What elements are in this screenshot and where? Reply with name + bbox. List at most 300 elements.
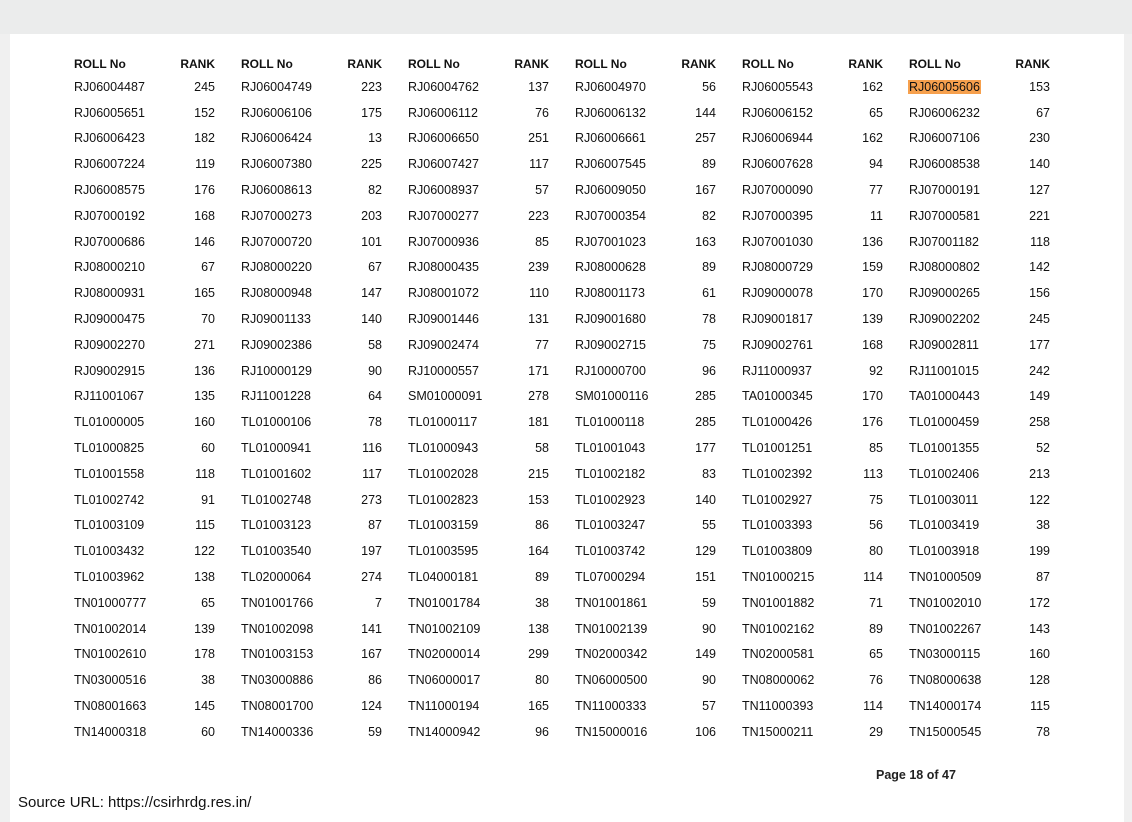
table-row [73,306,1050,332]
column-gap [215,409,240,435]
roll-number-cell [741,332,831,358]
table-row [73,384,1050,410]
rank-cell: 114 [863,570,883,585]
column-gap [382,461,407,487]
roll-number: TN01002610 [74,647,147,662]
roll-number: TL07000294 [575,570,646,585]
rank-cell: 118 [1030,234,1050,249]
roll-number-cell [741,564,831,590]
roll-number: RJ06006661 [575,131,646,146]
table-row [73,616,1050,642]
rank-cell: 118 [195,466,215,481]
roll-number-cell [73,151,163,177]
column-gap [549,693,574,719]
roll-number-cell [240,74,330,100]
roll-number-cell [741,693,831,719]
column-gap [716,693,741,719]
column-gap [382,54,407,74]
roll-number: TL01003159 [408,518,479,533]
rank-cell: 77 [869,183,883,198]
roll-number: RJ07000191 [909,183,980,198]
rank-cell: 221 [1029,208,1050,223]
rank-cell: 117 [529,157,549,172]
roll-number-cell [741,255,831,281]
column-gap [883,229,908,255]
rank-cell: 299 [528,647,549,662]
roll-number: TN01000509 [909,570,982,585]
roll-number-cell [741,74,831,100]
rank-cell: 119 [195,157,215,172]
column-gap [716,435,741,461]
rank-cell: 156 [1029,286,1050,301]
rank-cell: 153 [1029,79,1050,94]
roll-number-cell [73,332,163,358]
column-gap [549,667,574,693]
roll-number-cell [240,590,330,616]
column-gap [549,306,574,332]
roll-number: RJ06005651 [74,105,145,120]
roll-number: TL01001043 [575,441,646,456]
rank-cell: 242 [1029,363,1050,378]
rank-cell: 86 [535,518,549,533]
roll-number-cell [908,667,998,693]
column-gap [883,642,908,668]
rank-cell: 76 [535,105,549,120]
column-gap [382,255,407,281]
roll-number-cell [908,255,998,281]
roll-number-cell [407,151,497,177]
page-number: Page 18 of 47 [876,768,956,782]
column-gap [716,590,741,616]
roll-number-cell [240,151,330,177]
rank-cell: 213 [1029,466,1050,481]
roll-number: TN01002139 [575,621,648,636]
roll-number: TL01003247 [575,518,646,533]
column-gap [883,461,908,487]
roll-number: RJ09002715 [575,337,646,352]
rank-cell: 90 [702,673,716,688]
column-gap [382,306,407,332]
column-gap [549,487,574,513]
rank-cell: 86 [368,673,382,688]
roll-number: RJ06006152 [742,105,813,120]
roll-number: RJ06007224 [74,157,145,172]
roll-no-header-label: ROLL No [408,57,460,71]
rank-cell: 129 [695,544,716,559]
column-gap [215,100,240,126]
roll-number: RJ08000628 [575,260,646,275]
roll-number: TN01002098 [241,621,314,636]
table-row [73,667,1050,693]
column-gap [215,461,240,487]
roll-number-cell [908,487,998,513]
roll-number-cell [574,306,664,332]
roll-number: TL01003011 [909,492,979,507]
roll-number-cell [240,642,330,668]
rank-cell: 94 [869,157,883,172]
roll-number-cell [741,177,831,203]
roll-number: TL01002028 [408,466,479,481]
roll-number: TN01002010 [909,595,982,610]
roll-number: TL01003123 [241,518,312,533]
roll-number-cell [574,177,664,203]
roll-number: TN03000516 [74,673,147,688]
roll-number: TL04000181 [408,570,479,585]
column-gap [215,255,240,281]
rank-header: RANK [1015,57,1050,71]
roll-number: RJ07000581 [909,208,980,223]
roll-number-cell [407,564,497,590]
top-bar [0,0,1132,34]
column-gap [549,255,574,281]
rank-cell: 75 [869,492,883,507]
column-gap [549,564,574,590]
rank-cell: 160 [1029,647,1050,662]
rank-cell: 171 [528,363,549,378]
rank-cell: 257 [695,131,716,146]
column-gap [883,409,908,435]
roll-number-cell [908,513,998,539]
rank-cell: 168 [862,337,883,352]
roll-number-cell [73,280,163,306]
rank-cell: 64 [368,389,382,404]
roll-number: RJ08001072 [408,286,479,301]
roll-no-header [73,54,163,74]
roll-number: RJ09001446 [408,312,479,327]
roll-number-cell [908,100,998,126]
rank-cell: 85 [869,441,883,456]
rank-cell: 135 [194,389,215,404]
roll-number: RJ11001015 [909,363,979,378]
table-row [73,719,1050,745]
rank-cell: 57 [702,699,716,714]
rank-cell: 67 [368,260,382,275]
roll-number: TN14000942 [408,724,481,739]
column-gap [716,54,741,74]
roll-number-cell [574,280,664,306]
roll-number-cell [574,100,664,126]
column-gap [716,616,741,642]
roll-number: TL01000459 [909,415,980,430]
rank-cell: 131 [528,312,549,327]
roll-number: TN01002162 [742,621,815,636]
roll-number-cell [741,280,831,306]
roll-number: RJ07000090 [742,183,813,198]
roll-number-cell [240,409,330,435]
rank-cell: 58 [368,337,382,352]
roll-number: TL01003419 [909,518,980,533]
column-gap [716,74,741,100]
rank-cell: 78 [702,312,716,327]
roll-number-cell [73,229,163,255]
roll-number: RJ06006106 [241,105,312,120]
rank-cell: 78 [368,415,382,430]
roll-number-cell [240,564,330,590]
roll-number-cell [908,203,998,229]
rank-cell: 82 [702,208,716,223]
rank-cell: 172 [1029,595,1050,610]
roll-number: RJ06004487 [74,79,145,94]
rank-cell: 245 [194,79,215,94]
roll-number: RJ09000475 [74,312,145,327]
rank-cell: 149 [695,647,716,662]
column-gap [883,435,908,461]
column-gap [549,177,574,203]
roll-number: RJ09002761 [742,337,813,352]
roll-number: RJ09001817 [742,312,813,327]
roll-number-cell [574,693,664,719]
column-gap [215,564,240,590]
column-gap [382,203,407,229]
rank-cell: 56 [869,518,883,533]
rank-cell: 285 [695,389,716,404]
roll-number-cell [73,667,163,693]
roll-number-cell [574,435,664,461]
roll-number: RJ06005543 [742,79,813,94]
roll-number-cell [240,255,330,281]
roll-number-cell [73,693,163,719]
roll-number-cell [407,306,497,332]
roll-number: RJ06006112 [408,105,478,120]
roll-number: RJ06006944 [742,131,813,146]
rank-cell: 162 [862,131,883,146]
roll-number-cell [407,642,497,668]
column-gap [549,590,574,616]
roll-number: RJ07000273 [241,208,312,223]
column-gap [382,642,407,668]
column-gap [382,667,407,693]
roll-number-cell [741,590,831,616]
rank-cell: 230 [1029,131,1050,146]
column-gap [883,564,908,590]
rank-cell: 122 [1029,492,1050,507]
rank-cell: 137 [528,79,549,94]
column-gap [215,616,240,642]
rank-cell: 13 [368,131,382,146]
roll-number: TN14000318 [74,724,147,739]
column-gap [215,642,240,668]
table-row [73,332,1050,358]
rank-cell: 175 [361,105,382,120]
rank-cell: 147 [361,286,382,301]
roll-number: TL01002927 [742,492,813,507]
rank-cell: 140 [695,492,716,507]
column-gap [382,384,407,410]
rank-cell: 163 [695,234,716,249]
roll-number: RJ06006650 [408,131,479,146]
rank-cell: 146 [194,234,215,249]
roll-number: TN01000215 [742,570,815,585]
roll-number-cell [574,461,664,487]
rank-header: RANK [848,57,883,71]
rank-cell: 245 [1029,312,1050,327]
rank-cell: 90 [702,621,716,636]
roll-number-cell [240,667,330,693]
table-row [73,151,1050,177]
rank-cell: 149 [1029,389,1050,404]
column-gap [716,126,741,152]
roll-no-header [908,54,998,74]
column-gap [716,384,741,410]
column-gap [549,409,574,435]
rank-cell: 70 [201,312,215,327]
rank-cell: 144 [695,105,716,120]
roll-number: RJ07000277 [408,208,479,223]
roll-number: RJ09000265 [909,286,980,301]
roll-number: TN06000500 [575,673,648,688]
rank-cell: 91 [201,492,215,507]
column-gap [549,642,574,668]
roll-number-cell [574,126,664,152]
column-gap [716,667,741,693]
roll-number-cell [908,538,998,564]
roll-number: RJ09002270 [74,337,145,352]
roll-number: RJ07001023 [575,234,646,249]
rank-cell: 65 [869,647,883,662]
column-gap [883,306,908,332]
table-row [73,280,1050,306]
roll-number: TN15000545 [909,724,982,739]
column-gap [382,126,407,152]
roll-number-cell [908,693,998,719]
roll-number: RJ06006232 [909,105,980,120]
roll-number: RJ07000192 [74,208,145,223]
column-gap [382,487,407,513]
roll-number: RJ10000557 [408,363,479,378]
column-gap [549,358,574,384]
roll-number-cell [240,203,330,229]
table-row [73,590,1050,616]
column-gap [883,280,908,306]
table-row [73,255,1050,281]
roll-number-cell [240,513,330,539]
roll-number: RJ06008538 [909,157,980,172]
rank-cell: 225 [361,157,382,172]
roll-number: TL01002182 [575,466,646,481]
column-gap [215,590,240,616]
roll-number: RJ07001182 [909,234,979,249]
table-row [73,358,1050,384]
column-gap [883,100,908,126]
roll-number: RJ11001228 [241,389,311,404]
rank-cell: 55 [702,518,716,533]
roll-number: RJ07000686 [74,234,145,249]
roll-number-cell [908,384,998,410]
roll-number-cell [407,255,497,281]
roll-number-cell [908,229,998,255]
roll-number-cell [741,151,831,177]
roll-number-cell [908,590,998,616]
column-gap [215,384,240,410]
roll-number: TN08001700 [241,699,314,714]
roll-number: RJ09002811 [909,337,979,352]
column-gap [883,358,908,384]
rank-cell: 106 [695,724,716,739]
column-gap [549,280,574,306]
rank-cell: 145 [194,699,215,714]
roll-number-cell [574,590,664,616]
roll-number-cell [240,332,330,358]
column-gap [883,590,908,616]
roll-number: TL01002406 [909,466,980,481]
roll-number-cell [407,667,497,693]
rank-cell: 170 [862,389,883,404]
column-gap [716,538,741,564]
column-gap [716,461,741,487]
roll-number: SM01000116 [575,389,649,404]
roll-number: TL01000118 [575,415,645,430]
roll-number: TN02000581 [742,647,815,662]
column-gap [549,229,574,255]
rank-cell: 96 [702,363,716,378]
roll-number-cell [741,538,831,564]
roll-number: RJ06008575 [74,183,145,198]
roll-number-cell [407,590,497,616]
roll-number: TN03000115 [909,647,981,662]
column-gap [716,280,741,306]
roll-number: RJ06006424 [241,131,312,146]
rank-cell: 38 [1036,518,1050,533]
rank-cell: 141 [361,621,382,636]
roll-number: RJ06008613 [241,183,312,198]
rank-cell: 87 [1036,570,1050,585]
roll-number-cell [73,564,163,590]
roll-number-cell [73,435,163,461]
roll-number: TL01003962 [74,570,145,585]
rank-cell: 65 [201,595,215,610]
rank-cell: 170 [862,286,883,301]
roll-number-cell [908,306,998,332]
roll-number: RJ08000729 [742,260,813,275]
rank-cell: 160 [194,415,215,430]
column-gap [382,177,407,203]
column-gap [883,719,908,745]
rank-cell: 181 [528,415,549,430]
rank-cell: 165 [528,699,549,714]
column-gap [215,280,240,306]
roll-number: TN14000336 [241,724,314,739]
roll-number-cell [741,616,831,642]
roll-number-cell [574,642,664,668]
rank-cell: 177 [1029,337,1050,352]
rank-cell: 151 [695,570,716,585]
roll-number-cell [73,642,163,668]
roll-number: RJ07000354 [575,208,646,223]
roll-number: RJ08001173 [575,286,645,301]
roll-number: TL01003432 [74,544,145,559]
column-gap [883,384,908,410]
roll-number-cell [407,538,497,564]
column-gap [215,719,240,745]
column-gap [382,332,407,358]
roll-number-cell [73,409,163,435]
rank-cell: 38 [535,595,549,610]
roll-number-cell [908,719,998,745]
roll-number: TL01000943 [408,441,479,456]
roll-number: TN08000062 [742,673,815,688]
table-row [73,177,1050,203]
roll-number-cell [73,384,163,410]
table-row [73,513,1050,539]
roll-number: RJ10000129 [241,363,312,378]
column-gap [215,229,240,255]
roll-number-cell [73,719,163,745]
roll-number-cell [574,255,664,281]
column-gap [215,538,240,564]
column-gap [215,358,240,384]
rank-cell: 52 [1036,441,1050,456]
column-gap [883,513,908,539]
